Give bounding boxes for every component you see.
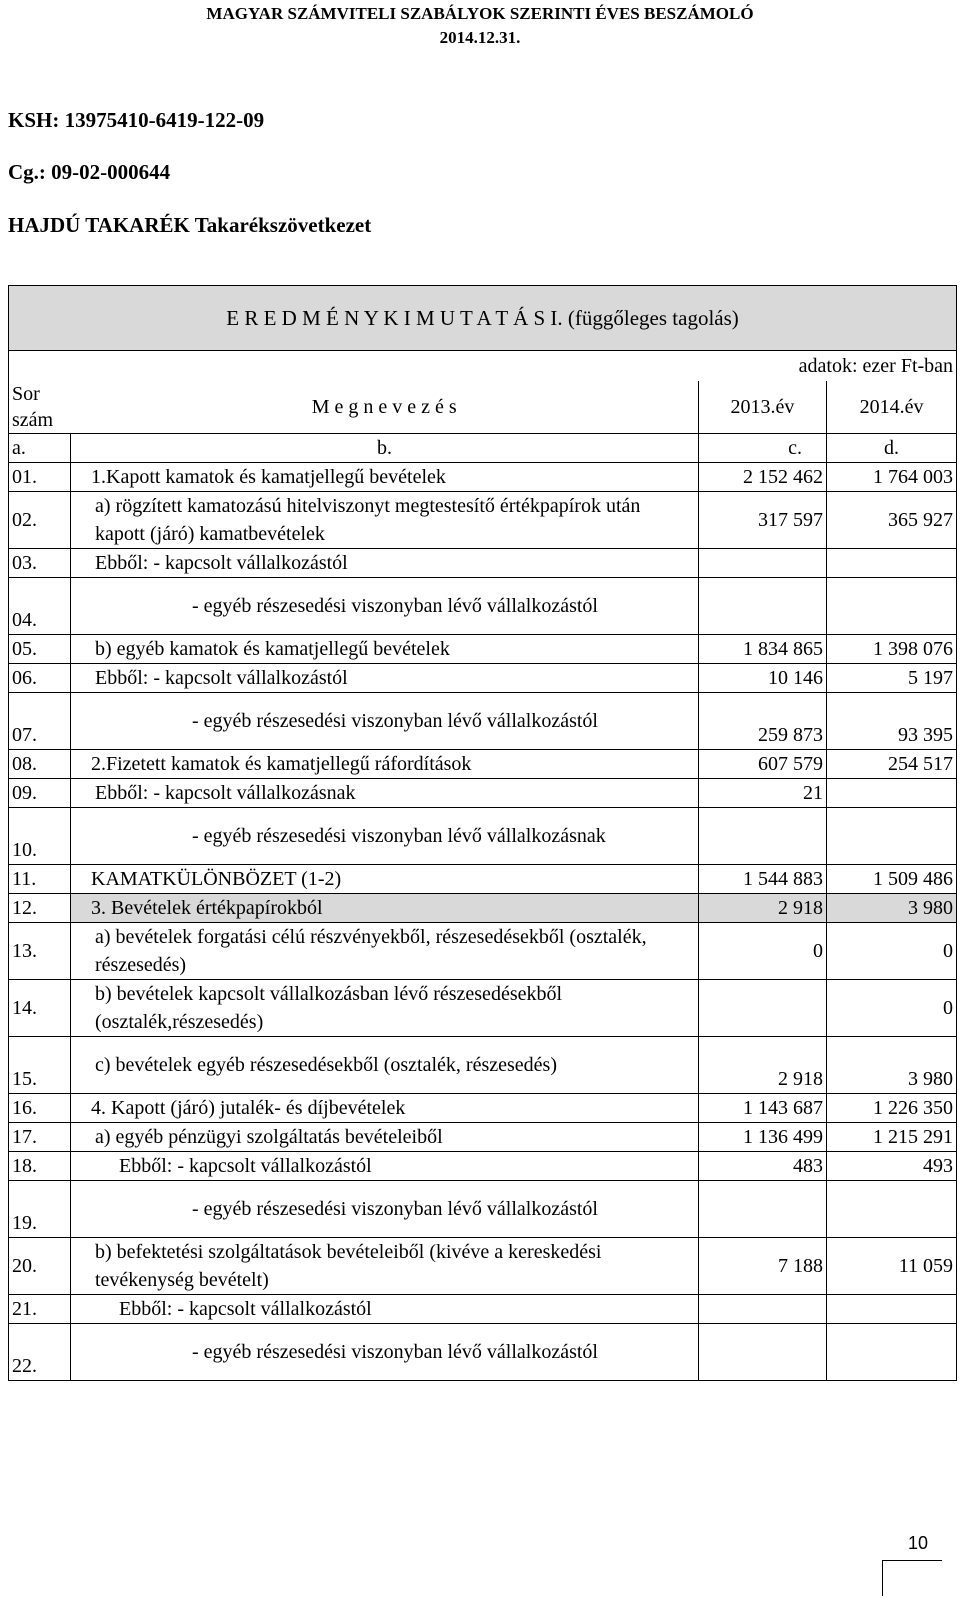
row-number: 19. [9,1181,71,1238]
value-2014: 365 927 [827,492,957,549]
letter-c: c. [699,434,827,463]
value-2013 [699,578,827,635]
column-header-row [9,381,957,434]
table-row [9,1181,957,1238]
row-description: a) bevételek forgatási célú részvényekből, részesedésekből (osztalék, részesedés) [71,923,699,980]
value-2014: 5 197 [827,664,957,693]
value-2013: 607 579 [699,750,827,779]
ksh-number: KSH: 13975410-6419-122-09 [8,108,265,132]
table-row [9,1324,957,1381]
row-description: Ebből: - kapcsolt vállalkozásnak [71,779,699,808]
value-2013: 483 [699,1152,827,1181]
table-row [9,492,957,549]
row-description: a) egyéb pénzügyi szolgáltatás bevételeiből [71,1123,699,1152]
value-2014: 1 398 076 [827,635,957,664]
letter-b: b. [71,434,699,463]
row-number: 12. [9,894,71,923]
company-registration-number: Cg.: 09-02-000644 [8,160,171,184]
page-number: 10 [908,1533,929,1553]
row-description: Ebből: - kapcsolt vállalkozástól [71,1152,699,1181]
table-row [9,664,957,693]
table-row [9,693,957,750]
value-2014 [827,1324,957,1381]
value-2014: 93 395 [827,693,957,750]
table-row [9,865,957,894]
value-2013: 2 918 [699,894,827,923]
value-2014 [827,779,957,808]
table-row [9,1238,957,1295]
row-number: 13. [9,923,71,980]
value-2014 [827,1295,957,1324]
value-2014: 3 980 [827,894,957,923]
value-2013: 1 544 883 [699,865,827,894]
value-2013 [699,549,827,578]
value-2013: 259 873 [699,693,827,750]
value-2014: 1 509 486 [827,865,957,894]
value-2013 [699,808,827,865]
value-2013: 1 143 687 [699,1094,827,1123]
row-number: 16. [9,1094,71,1123]
row-description: 1.Kapott kamatok és kamatjellegű bevételek [71,463,699,492]
header-description: M e g n e v e z é s [71,381,699,434]
value-2013 [699,1181,827,1238]
row-description: a) rögzített kamatozású hitelviszonyt megtestesítő értékpapírok után kapott (járó) kamatbevételek [71,492,699,549]
row-number: 07. [9,693,71,750]
row-description: Ebből: - kapcsolt vállalkozástól [71,664,699,693]
table-title-row [9,286,957,351]
value-2013 [699,1295,827,1324]
value-2014: 1 215 291 [827,1123,957,1152]
value-2014: 11 059 [827,1238,957,1295]
row-description: b) egyéb kamatok és kamatjellegű bevételek [71,635,699,664]
row-number: 11. [9,865,71,894]
value-2013: 2 152 462 [699,463,827,492]
row-number: 01. [9,463,71,492]
row-description: Ebből: - kapcsolt vállalkozástól [71,549,699,578]
row-description: c) bevételek egyéb részesedésekből (osztalék, részesedés) [71,1037,699,1094]
row-number: 06. [9,664,71,693]
organization-name: HAJDÚ TAKARÉK Takarékszövetkezet [8,213,372,237]
row-description: b) befektetési szolgáltatások bevételeiből (kivéve a kereskedési tevékenység bevételt) [71,1238,699,1295]
value-2013: 7 188 [699,1238,827,1295]
report-header-date: 2014.12.31. [439,28,521,47]
table-row [9,894,957,923]
letter-a: a. [9,434,71,463]
row-number: 14. [9,980,71,1037]
row-number: 10. [9,808,71,865]
value-2013: 10 146 [699,664,827,693]
table-row [9,808,957,865]
row-description: 4. Kapott (járó) jutalék- és díjbevételek [71,1094,699,1123]
value-2013: 1 136 499 [699,1123,827,1152]
row-number: 02. [9,492,71,549]
row-description: Ebből: - kapcsolt vállalkozástól [71,1295,699,1324]
value-2014: 493 [827,1152,957,1181]
table-row [9,779,957,808]
row-number: 03. [9,549,71,578]
table-row [9,1123,957,1152]
value-2013: 317 597 [699,492,827,549]
table-row [9,463,957,492]
value-2013: 0 [699,923,827,980]
row-description: - egyéb részesedési viszonyban lévő vállalkozásnak [71,808,699,865]
value-2013: 1 834 865 [699,635,827,664]
value-2013: 21 [699,779,827,808]
header-year-2014: 2014.év [827,381,957,434]
value-2014 [827,1181,957,1238]
value-2014: 1 226 350 [827,1094,957,1123]
footer-rule [882,1560,942,1561]
footer-rule-vertical [882,1560,883,1596]
header-row-number: Sor szám [9,381,71,434]
value-2014 [827,578,957,635]
report-header-title: MAGYAR SZÁMVITELI SZABÁLYOK SZERINTI ÉVES BESZÁMOLÓ [206,4,754,23]
table-row [9,578,957,635]
row-description: - egyéb részesedési viszonyban lévő vállalkozástól [71,693,699,750]
value-2014 [827,549,957,578]
table-row [9,1295,957,1324]
letter-d: d. [827,434,957,463]
table-row [9,980,957,1037]
value-2014: 254 517 [827,750,957,779]
value-2014: 0 [827,923,957,980]
row-description: - egyéb részesedési viszonyban lévő vállalkozástól [71,1324,699,1381]
unit-note: adatok: ezer Ft-ban [9,351,957,382]
column-letter-row [9,434,957,463]
row-number: 04. [9,578,71,635]
row-description: - egyéb részesedési viszonyban lévő vállalkozástól [71,1181,699,1238]
value-2013 [699,1324,827,1381]
value-2014: 1 764 003 [827,463,957,492]
value-2014 [827,808,957,865]
row-number: 15. [9,1037,71,1094]
row-number: 08. [9,750,71,779]
row-description: 2.Fizetett kamatok és kamatjellegű ráfordítások [71,750,699,779]
value-2014: 0 [827,980,957,1037]
row-description: b) bevételek kapcsolt vállalkozásban lévő részesedésekből (osztalék,részesedés) [71,980,699,1037]
value-2014: 3 980 [827,1037,957,1094]
header-year-2013: 2013.év [699,381,827,434]
table-row [9,549,957,578]
row-description: KAMATKÜLÖNBÖZET (1-2) [71,865,699,894]
value-2013: 2 918 [699,1037,827,1094]
table-row [9,1152,957,1181]
table-row [9,635,957,664]
row-number: 20. [9,1238,71,1295]
row-number: 21. [9,1295,71,1324]
table-title: E R E D M É N Y K I M U T A T Á S I. (függőleges tagolás) [9,286,957,351]
unit-row [9,351,957,382]
row-description: - egyéb részesedési viszonyban lévő vállalkozástól [71,578,699,635]
row-number: 05. [9,635,71,664]
row-number: 17. [9,1123,71,1152]
value-2013 [699,980,827,1037]
table-row [9,1094,957,1123]
row-number: 09. [9,779,71,808]
row-number: 18. [9,1152,71,1181]
table-row [9,1037,957,1094]
table-row [9,750,957,779]
income-statement-table [8,285,957,1381]
table-row [9,923,957,980]
row-description: 3. Bevételek értékpapírokból [71,894,699,923]
row-number: 22. [9,1324,71,1381]
